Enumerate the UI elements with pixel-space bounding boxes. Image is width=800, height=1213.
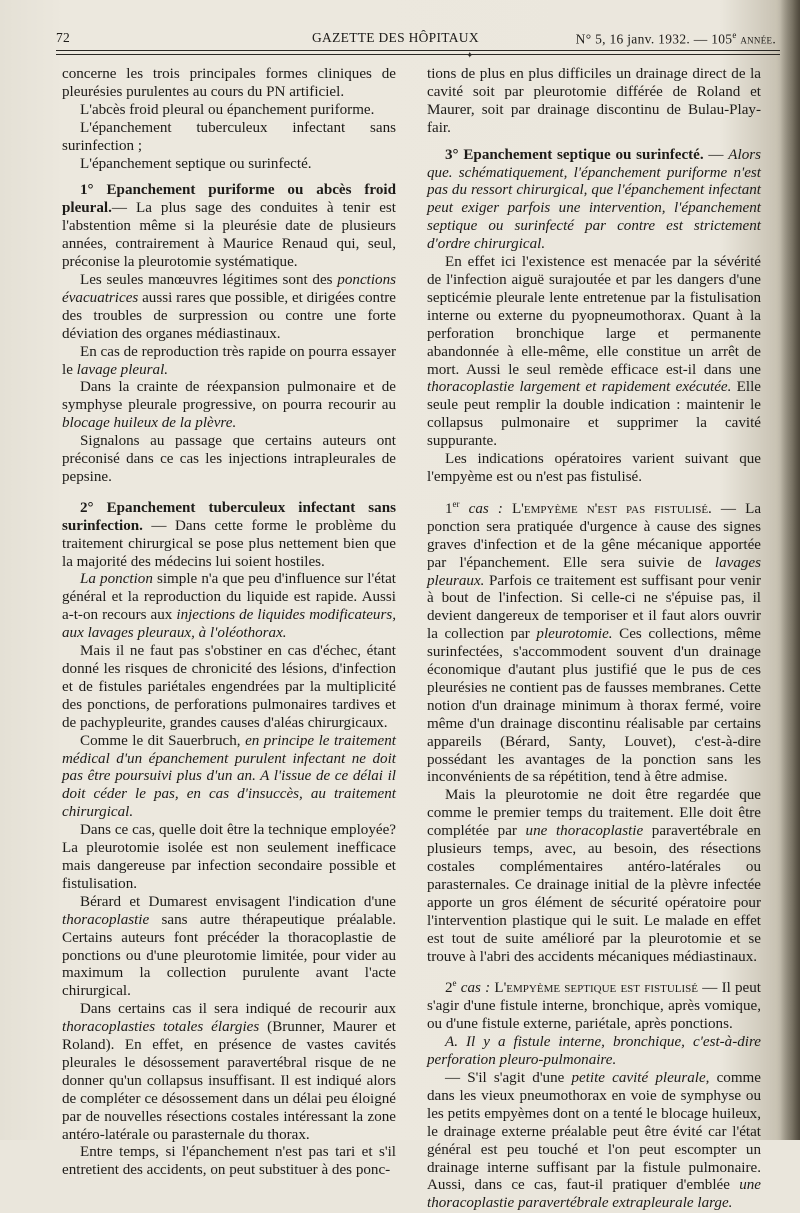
paragraph: L'épanchement septique ou surinfecté. bbox=[80, 155, 312, 172]
right-column bbox=[427, 66, 761, 1213]
paragraph: Dans ce cas, quelle doit être la technique employée? La pleurotomie isolée est non seulement inefficace mais dangereuse par infection secondaire possible et fistulisation. bbox=[62, 822, 396, 892]
paragraph: A. Il y a fistule interne, bronchique, c'est-à-dire perforation pleuro-pulmonaire. bbox=[427, 1034, 761, 1069]
paragraph: Mais il ne faut pas s'obstiner en cas d'échec, étant donné les risques de chronicité des lésions, d'infection et de fistules pariétales engendrées par la multiplicité des ponctions, de perforations pulmonaires tardives et de pachypleurite, grandes causes d'aléas chirurgicaux. bbox=[62, 643, 396, 731]
paragraph: tions de plus en plus difficiles un drainage direct de la cavité soit par pleurotomie différée de Roland et Maurer, soit par drainage discontinu de Bulau-Play-fair. bbox=[427, 66, 761, 136]
section-heading: 2° Epanchement tuberculeux infectant sans surinfection. bbox=[62, 499, 396, 534]
paragraph: Signalons au passage que certains auteurs ont préconisé dans ce cas les injections intrapleurales de pepsine. bbox=[62, 433, 396, 485]
section-1: 1° Epanchement puriforme ou abcès froid pleural.— La plus sage des conduites à tenir est l'abstention même si la pleurésie date de plusieurs années, contrairement à Maurice Renaud qui, seul, préconise la pleurotomie systématique. bbox=[62, 182, 396, 271]
paragraph: L'abcès froid pleural ou épanchement puriforme. bbox=[80, 101, 375, 118]
paragraph: En effet ici l'existence est menacée par la sévérité de l'infection aiguë surajoutée et par les dangers d'une septicémie pleurale lente entretenue par la fistulisation interne ou externe du pyopneumothorax. Quant à la perforation bronchique large et permanente abandonnée à elle-même, elle constitue un arrêt de mort. Aussi le seul remède efficace est-il dans une thoracoplastie largement et rapidement exécutée. Elle seule peut remplir la double indication : maintenir le collapsus pulmonaire et supprimer la cavité suppurante. bbox=[427, 254, 761, 450]
paragraph: Les indications opératoires varient suivant que l'empyème est ou n'est pas fistulisé. bbox=[427, 451, 761, 485]
paragraph: Bérard et Dumarest envisagent l'indication d'une thoracoplastie sans autre thérapeutique préalable. Certains auteurs font précéder la thoracoplastie de ponctions ou d'une pleurotomie limitée, pour vider au maximum la collection purulente avant l'acte chirurgical. bbox=[62, 893, 396, 1000]
paragraph: Mais la pleurotomie ne doit être regardée que comme le premier temps du traitement. Elle doit être complétée par une thoracoplastie paravertébrale en plusieurs temps, avec, au besoin, des résections costales complémentaires antéro-latérales ou parasternales. Ce drainage initial de la plèvre infectée apporte un gros élément de sécurité opératoire pour l'intervention plastique qui le suit. Le malade en effet est tout de suite amélioré par la pleurotomie et se trouve à l'abri des accidents mécaniques médiastinaux. bbox=[427, 787, 761, 965]
paragraph: Comme le dit Sauerbruch, en principe le traitement médical d'un épanchement purulent infectant ne doit pas être poursuivi plus d'un an. A l'issue de ce délai il doit céder le pas, en cas d'insuccès, au traitement chirurgical. bbox=[62, 732, 396, 821]
case-heading: L'empyème n'est pas fistulisé. bbox=[511, 500, 712, 517]
paragraph: La ponction simple n'a que peu d'influence sur l'état général et la reproduction du liquide est rapide. Aussi a-t-on recours aux injections de liquides modificateurs, aux lavages pleuraux, à l'oléothorax. bbox=[62, 571, 396, 642]
journal-name: GAZETTE DES HÔPITAUX bbox=[312, 30, 479, 45]
section-2: 2° Epanchement tuberculeux infectant sans surinfection. — Dans cette forme le problème du traitement chirurgical se pose plus nettement bien que la majorité des médecins lui soient hostiles. bbox=[62, 499, 396, 570]
binding-edge-shadow bbox=[780, 0, 800, 1140]
section-heading: 3° Epanchement septique ou surinfecté. bbox=[445, 146, 704, 163]
section-3: 3° Epanchement septique ou surinfecté. — Alors que. schématiquement, l'épanchement puriforme n'est pas du ressort chirurgical, que l'épanchement infectant peut exiger parfois une intervention, l'épanchement septique ou surinfecté par contre est strictement d'ordre chirurgical. bbox=[427, 146, 762, 253]
case-2: 2e cas : L'empyème septique est fistulisé — Il peut s'agir d'une fistule interne, bronchique, après vomique, ou d'une fistule externe, pariétale, après ponctions. bbox=[427, 978, 761, 1033]
page-number: 72 bbox=[56, 30, 71, 45]
paragraph: concerne les trois principales formes cliniques de pleurésies purulentes au cours du PN artificiel. bbox=[62, 66, 396, 100]
paragraph: Les seules manœuvres légitimes sont des ponctions évacuatrices aussi rares que possible, et dirigées contre des troubles de surpression ou contre une forte déviation des organes médiastinaux. bbox=[62, 271, 396, 342]
header-rule bbox=[56, 50, 780, 51]
issue-info: N° 5, 16 janv. 1932. — 105e année. bbox=[575, 30, 776, 47]
paragraph: Dans certains cas il sera indiqué de recourir aux thoracoplasties totales élargies (Brunner, Maurer et Roland). En effet, en présence de vastes cavités pleurales le désossement paravertébral risque de ne donner qu'un collapsus insuffisant. Il est indiqué alors de compléter ce désossement dans un délai peu éloigné par de nouvelles résections costales intéressant la zone antéro-latérale ou parasternale du thorax. bbox=[62, 1001, 396, 1143]
header-ornament: ✦ bbox=[466, 50, 474, 60]
paragraph: En cas de reproduction très rapide on pourra essayer le lavage pleural. bbox=[62, 343, 397, 378]
paragraph: L'épanchement tuberculeux infectant sans surinfection ; bbox=[62, 119, 396, 154]
paragraph: Entre temps, si l'épanchement n'est pas tari et s'il entretient des accidents, on peut substituer à des ponc- bbox=[62, 1144, 396, 1179]
running-header bbox=[56, 26, 780, 48]
paragraph: Dans la crainte de réexpansion pulmonaire et de symphyse pleurale progressive, on pourra recourir au blocage huileux de la plèvre. bbox=[62, 379, 396, 432]
case-1: 1er cas : L'empyème n'est pas fistulisé. — La ponction sera pratiquée d'urgence à cause des signes graves d'infection et de la gêne mécanique apportée par l'épanchement. Elle sera suivie de lavages pleuraux. Parfois ce traitement est suffisant pour venir à bout de l'infection. Si celle-ci ne s'épuise pas, il devient dangereux de temporiser et il faut alors ouvrir la collection par pleurotomie. Ces collections, même surinfectées, s'accommodent souvent d'un drainage économique d'autant plus justifié que le pus de ces pleurésies ne contient pas de fausses membranes. Cette notion d'un drainage minimum à thorax fermé, voire même d'un drainage discontinu réalisable par certains appareils (Bérard, Santy, Louvet), c'est-à-dire possédant les avantages de la ponction sans les inconvénients de sa répétition, tend à être admise. bbox=[427, 498, 762, 786]
header-rule-thin bbox=[56, 54, 780, 55]
paragraph: — S'il s'agit d'une petite cavité pleurale, comme dans les vieux pneumothorax en voie de symphyse ou les petits empyèmes dont on a tenté le blocage huileux, le drainage externe préalable peut être évité car l'état général est peu touché et l'on peut escompter un drainage interne suffisant par la fistule pulmonaire. Aussi, dans ce cas, faut-il pratiquer d'emblée une thoracoplastie paravertébrale extrapleurale large. bbox=[427, 1070, 761, 1212]
left-column bbox=[62, 66, 396, 1180]
section-heading: 1° Epanchement puriforme ou abcès froid pleural. bbox=[62, 182, 396, 217]
case-heading: L'empyème septique est fistulisé bbox=[494, 980, 699, 997]
